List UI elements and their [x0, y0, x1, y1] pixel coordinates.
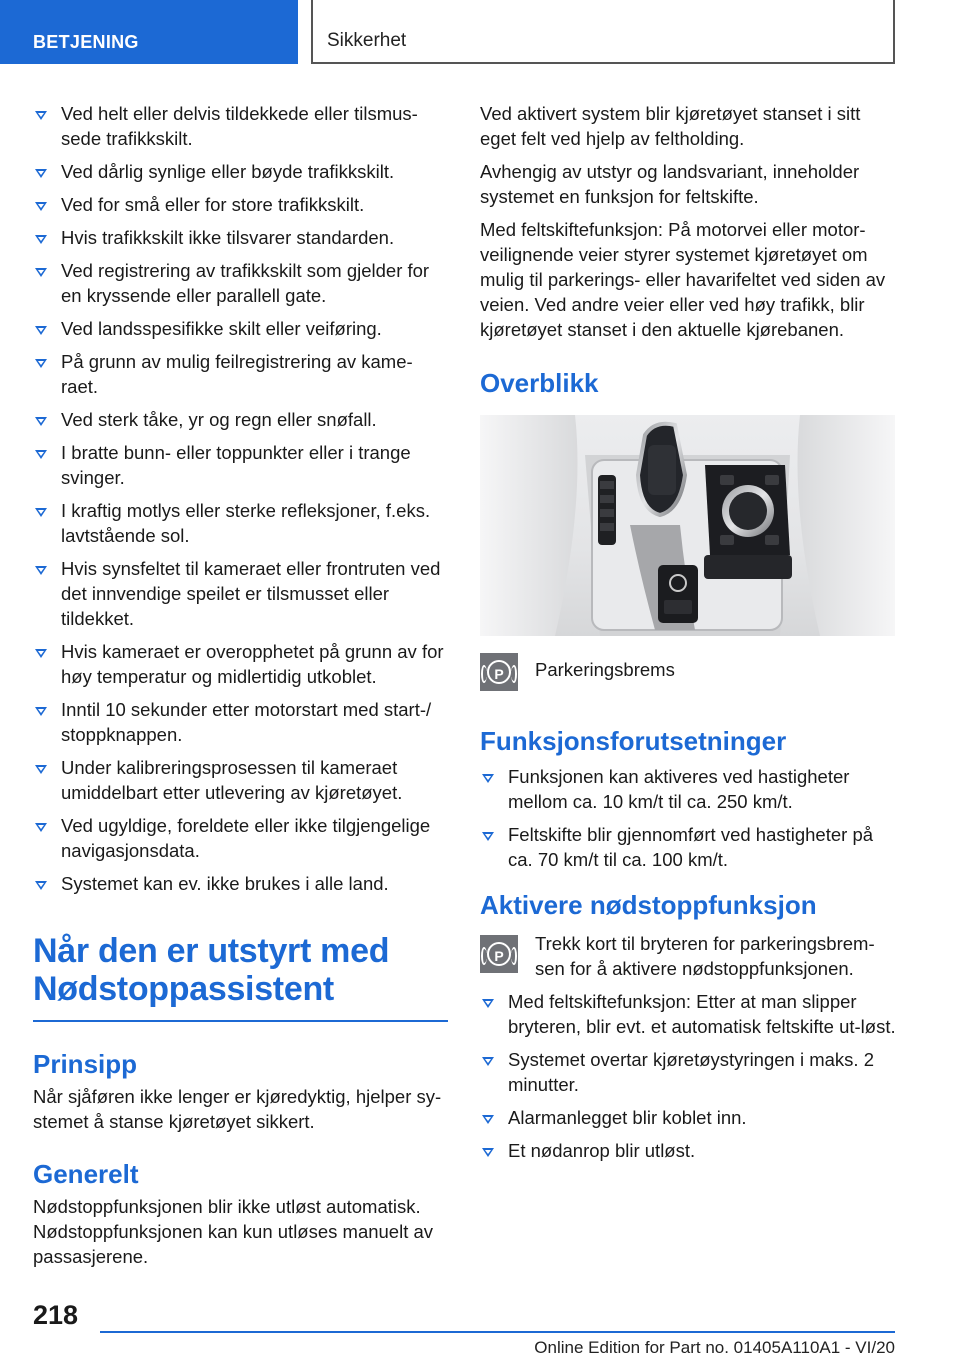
bullet-triangle-icon	[482, 1115, 494, 1124]
list-item-text: Ved landsspesifikke skilt eller veiføring.	[61, 318, 382, 339]
bullet-triangle-icon	[482, 832, 494, 841]
list-item	[480, 1138, 898, 1163]
bullet-triangle-icon	[35, 450, 47, 459]
list-item-text: Hvis kameraet er overopphetet på grunn av for høy temperatur og midlertidig utkoblet.	[61, 641, 444, 687]
list-item	[33, 159, 448, 184]
right-column	[480, 101, 898, 1171]
overblikk-heading: Overblikk	[480, 368, 599, 398]
edition-text: Online Edition for Part no. 01405A110A1 - VI/20	[534, 1338, 895, 1357]
bullet-triangle-icon	[482, 999, 494, 1008]
bullet-triangle-icon	[35, 566, 47, 575]
list-item	[33, 556, 448, 631]
parking-brake-switch-glyph: P	[487, 942, 511, 966]
center-console-illustration	[480, 415, 895, 636]
left-column	[33, 101, 448, 1277]
list-item	[480, 1047, 898, 1097]
list-item	[33, 192, 448, 217]
parkeringsbrems-icon-row	[480, 653, 898, 691]
aktivere-heading: Aktivere nødstoppfunksjon	[480, 890, 817, 920]
bullet-triangle-icon	[35, 235, 47, 244]
list-item-text: Systemet overtar kjøretøystyringen i maks. 2 minutter.	[508, 1049, 874, 1095]
list-item	[33, 639, 448, 689]
bullet-triangle-icon	[35, 707, 47, 716]
bullet-triangle-icon	[35, 359, 47, 368]
list-item	[33, 871, 448, 896]
list-item-text: Ved dårlig synlige eller bøyde trafikkskilt.	[61, 161, 395, 182]
prinsipp-text: Når sjåføren ikke lenger er kjøredyktig, hjelper sy-stemet å stanse kjøretøyet sikkert.	[33, 1086, 442, 1132]
bullet-triangle-icon	[482, 774, 494, 783]
list-item	[480, 989, 898, 1039]
list-item-text: Systemet kan ev. ikke brukes i alle land.	[61, 873, 389, 894]
bullet-triangle-icon	[35, 169, 47, 178]
list-item-text: Et nødanrop blir utløst.	[508, 1140, 696, 1161]
list-item-text: Inntil 10 sekunder etter motorstart med start-/ stoppknappen.	[61, 699, 432, 745]
list-item	[33, 101, 448, 151]
list-item	[33, 316, 448, 341]
parking-brake-switch-icon	[480, 935, 518, 973]
bullet-triangle-icon	[35, 417, 47, 426]
list-item	[33, 498, 448, 548]
list-item	[33, 225, 448, 250]
center-console-photo	[480, 415, 895, 636]
list-item-text: Hvis synsfeltet til kameraet eller frontruten ved det innvendige speilet er tilsmusset eller tildekket.	[61, 558, 441, 629]
list-item	[33, 349, 448, 399]
intro-paragraph-1: Ved aktivert system blir kjøretøyet stanset i sitt eget felt ved hjelp av feltholding.	[480, 103, 861, 149]
parkeringsbrems-label: Parkeringsbrems	[535, 659, 675, 680]
list-item-text: Ved sterk tåke, yr og regn eller snøfall.	[61, 409, 377, 430]
bullet-triangle-icon	[35, 649, 47, 658]
list-item-text: Hvis trafikkskilt ikke tilsvarer standarden.	[61, 227, 395, 248]
bullet-triangle-icon	[35, 326, 47, 335]
bullet-triangle-icon	[35, 765, 47, 774]
list-item-text: I kraftig motlys eller sterke refleksjoner, f.eks. lavtstående sol.	[61, 500, 431, 546]
list-item-text: Ved ugyldige, foreldete eller ikke tilgjengelige navigasjonsdata.	[61, 815, 431, 861]
funksjon-heading: Funksjonsforutsetninger	[480, 726, 787, 756]
intro-paragraph-3: Med feltskiftefunksjon: På motorvei eller motor-veilignende veier styrer systemet kjøretøyet om mulig til parkerings- eller havarifeltet ved siden av veien. Ved andre veier eller ved høy trafikk, blir kjøretøyet stanset i den aktuelle kjørebanen.	[480, 219, 886, 340]
list-item	[480, 764, 898, 814]
list-item-text: I bratte bunn- eller toppunkter eller i trange svinger.	[61, 442, 411, 488]
list-item	[33, 258, 448, 308]
list-item-text: Alarmanlegget blir koblet inn.	[508, 1107, 747, 1128]
bullet-triangle-icon	[35, 268, 47, 277]
list-item	[33, 440, 448, 490]
section-tab: BETJENING	[0, 0, 298, 64]
bullet-triangle-icon	[35, 202, 47, 211]
generelt-heading: Generelt	[33, 1159, 139, 1189]
subsection-title: Sikkerhet	[311, 0, 895, 64]
intro-paragraph-2: Avhengig av utstyr og landsvariant, inneholder systemet en funksjon for feltskifte.	[480, 161, 860, 207]
bullet-triangle-icon	[482, 1057, 494, 1066]
prinsipp-heading: Prinsipp	[33, 1049, 138, 1079]
page-number: 218	[33, 1300, 79, 1330]
bullet-triangle-icon	[35, 823, 47, 832]
list-item	[33, 407, 448, 432]
list-item-text: Funksjonen kan aktiveres ved hastigheter mellom ca. 10 km/t til ca. 250 km/t.	[508, 766, 850, 812]
list-item	[33, 813, 448, 863]
footer-divider	[100, 1331, 895, 1333]
aktivere-icon-row	[480, 931, 898, 981]
bullet-triangle-icon	[35, 881, 47, 890]
limitations-list	[33, 101, 448, 896]
aktivere-list	[480, 989, 898, 1163]
list-item	[480, 822, 898, 872]
bullet-triangle-icon	[35, 508, 47, 517]
funksjon-list	[480, 764, 898, 872]
main-heading: Når den er utstyrt med Nødstoppassistent	[33, 932, 448, 1022]
list-item-text: Ved helt eller delvis tildekkede eller tilsmus-sede trafikkskilt.	[61, 103, 418, 149]
list-item-text: På grunn av mulig feilregistrering av kame-raet.	[61, 351, 413, 397]
list-item-text: Med feltskiftefunksjon: Etter at man slipper bryteren, blir evt. et automatisk feltskifte ut-løst.	[508, 991, 896, 1037]
parking-brake-icon	[480, 653, 518, 691]
list-item-text: Feltskifte blir gjennomført ved hastigheter på ca. 70 km/t til ca. 100 km/t.	[508, 824, 874, 870]
list-item	[33, 755, 448, 805]
list-item	[480, 1105, 898, 1130]
generelt-text: Nødstoppfunksjonen blir ikke utløst automatisk. Nødstoppfunksjonen kan kun utløses manuelt av passasjerene.	[33, 1196, 434, 1267]
bullet-triangle-icon	[482, 1148, 494, 1157]
list-item	[33, 697, 448, 747]
aktivere-icon-text: Trekk kort til bryteren for parkeringsbrem-sen for å aktivere nødstoppfunksjonen.	[535, 933, 875, 979]
list-item-text: Ved registrering av trafikkskilt som gjelder for en kryssende eller parallell gate.	[61, 260, 430, 306]
list-item-text: Ved for små eller for store trafikkskilt.	[61, 194, 365, 215]
parking-brake-glyph: P	[487, 660, 511, 684]
list-item-text: Under kalibreringsprosessen til kameraet umiddelbart etter utlevering av kjøretøyet.	[61, 757, 403, 803]
bullet-triangle-icon	[35, 111, 47, 120]
